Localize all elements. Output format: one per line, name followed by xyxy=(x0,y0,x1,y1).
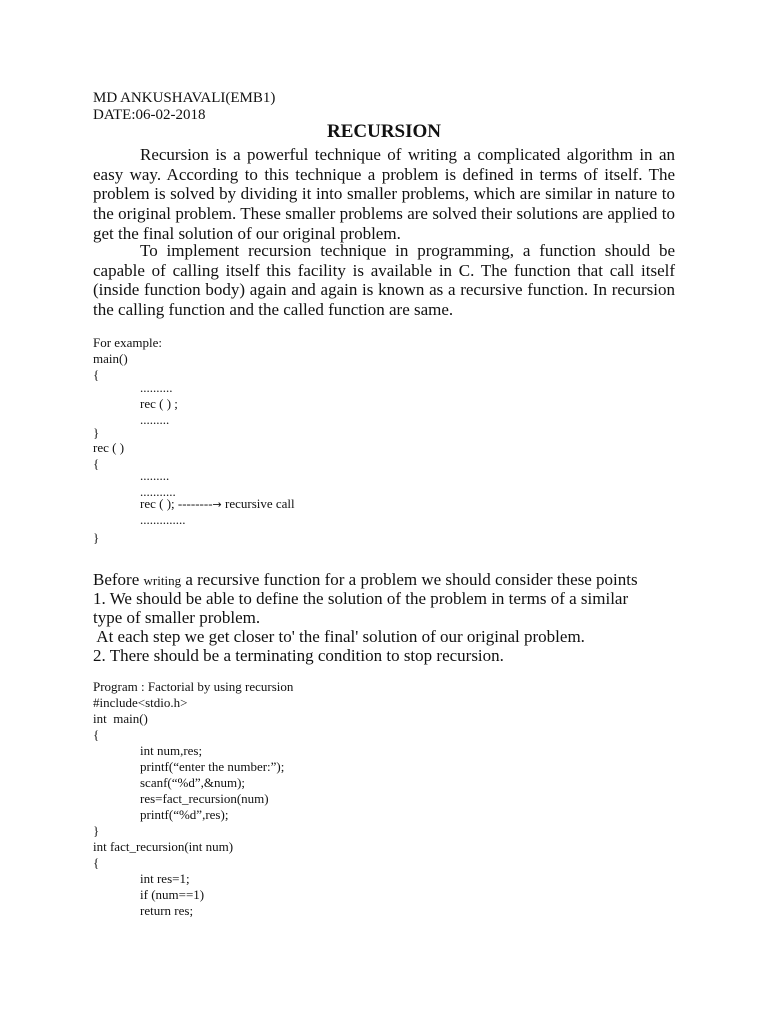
code-line: int num,res; xyxy=(140,743,203,758)
code-line: main() xyxy=(93,351,128,366)
code-line: } xyxy=(93,823,100,838)
paragraph-1: Recursion is a powerful technique of writing a complicated algorithm in an easy way. According to this technique a problem is defined in terms of itself. The problem is solved by dividing it into smaller problems, which are similar in nature to the original problem. These smaller problems are solved their solutions are applied to get the final solution of our original problem. xyxy=(93,145,675,243)
code-line: .......... xyxy=(140,380,173,395)
code-line: return res; xyxy=(140,903,194,918)
recursive-call-line xyxy=(140,496,295,513)
code-line: int res=1; xyxy=(140,871,190,886)
code-line: { xyxy=(93,456,100,471)
code-comment: recursive call xyxy=(225,496,295,511)
code-line: rec ( ) xyxy=(93,440,125,455)
code-line: int fact_recursion(int num) xyxy=(93,839,234,854)
code-line: printf(“%d”,res); xyxy=(140,807,229,822)
point-line: type of smaller problem. xyxy=(93,608,261,627)
code-line: scanf(“%d”,&num); xyxy=(140,775,246,790)
code-line: res=fact_recursion(num) xyxy=(140,791,269,806)
code-line: printf(“enter the number:”); xyxy=(140,759,285,774)
point-line: 1. We should be able to define the solution of the problem in terms of a similar xyxy=(93,589,629,608)
code-line: } xyxy=(93,530,100,545)
code-line: { xyxy=(93,367,100,382)
point-line: 2. There should be a terminating condition to stop recursion. xyxy=(93,646,504,665)
author-line: MD ANKUSHAVALI(EMB1) xyxy=(93,90,276,106)
date-line: DATE:06-02-2018 xyxy=(93,107,206,123)
code-line: ........... xyxy=(140,484,176,499)
code-line: if (num==1) xyxy=(140,887,205,902)
code-line: ......... xyxy=(140,412,170,427)
code-line: .............. xyxy=(140,512,186,527)
paragraph-2: To implement recursion technique in programming, a function should be capable of calling itself this facility is available in C. The function that call itself (inside function body) again and again is known as a recursive function. In recursion the calling function and the called function are same. xyxy=(93,241,675,320)
page-title: RECURSION xyxy=(326,121,442,142)
intro-text: a recursive function for a problem we should consider these points xyxy=(185,570,638,589)
code-line: { xyxy=(93,855,100,870)
code-line: { xyxy=(93,727,100,742)
code-line: rec ( ) ; xyxy=(140,396,178,411)
example-heading: For example: xyxy=(93,335,162,350)
points-intro xyxy=(93,570,638,591)
code-line: ......... xyxy=(140,468,170,483)
code-text: rec ( ); -------- xyxy=(140,496,213,511)
arrow-right-icon: → xyxy=(212,498,222,511)
point-line: At each step we get closer to' the final' solution of our original problem. xyxy=(93,627,585,646)
code-line: #include<stdio.h> xyxy=(93,695,188,710)
code-line: } xyxy=(93,425,100,440)
program-heading: Program : Factorial by using recursion xyxy=(93,679,294,694)
intro-text: Before xyxy=(93,570,140,589)
code-line: int main() xyxy=(93,711,148,726)
intro-small-text: writing xyxy=(143,573,182,588)
